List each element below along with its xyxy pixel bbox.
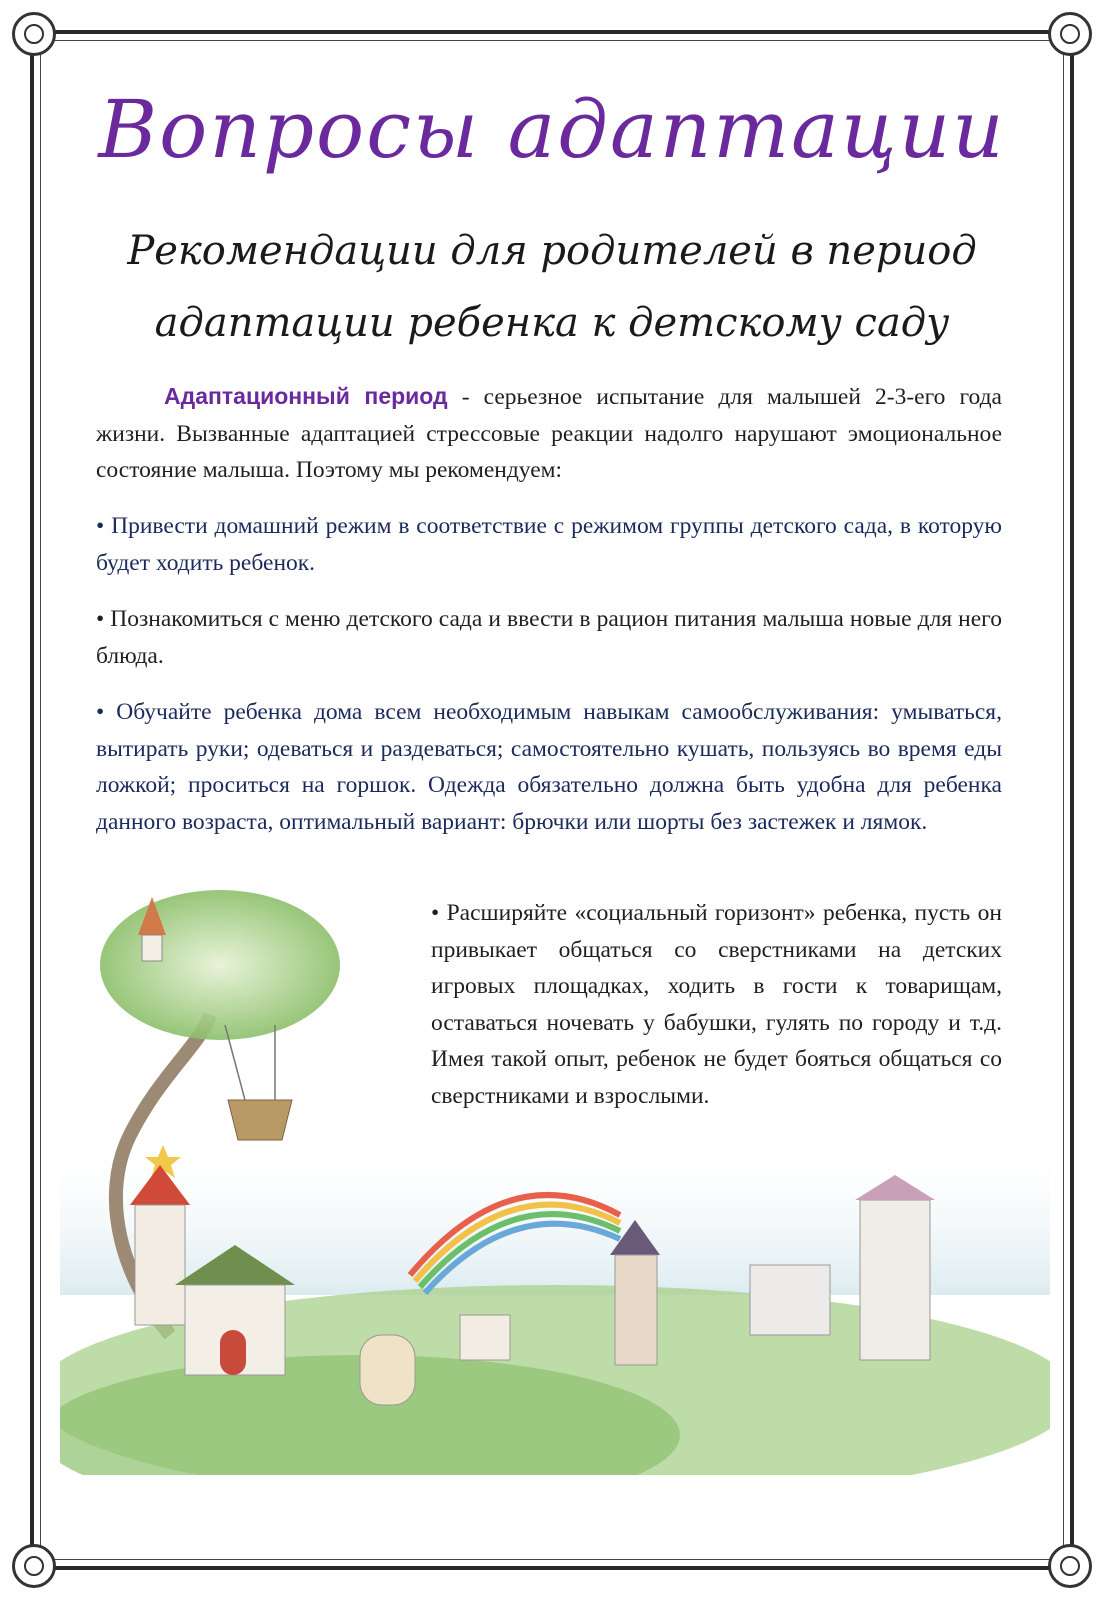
- recommendation-menu: • Познакомиться с меню детского сада и ввести в рацион питания малыша новые для него блюда.: [96, 606, 1002, 669]
- tower-right: [860, 1200, 930, 1360]
- corner-ornament-bottom-left: [12, 1544, 56, 1588]
- intro-text: - серьезное испытание для малышей 2-3-его года жизни. Вызванные адаптацией стрессовые реакции надолго нарушают эмоциональное состояние малыша. Поэтому мы рекомендуем:: [96, 384, 1002, 483]
- intro-lead-term: Адаптационный период: [164, 383, 448, 409]
- page-title: Вопросы адаптации: [98, 83, 1006, 176]
- corner-ornament-bottom-right: [1048, 1544, 1092, 1588]
- tree-crown: [100, 890, 340, 1040]
- subtitle-line-2: адаптации ребенка к детскому саду: [154, 300, 950, 346]
- hanging-basket: [228, 1100, 292, 1140]
- tower-center: [615, 1255, 657, 1365]
- house-door: [220, 1330, 246, 1375]
- corner-ornament-top-left: [12, 12, 56, 56]
- recommendation-social-horizon: • Расширяйте «социальный горизонт» ребенка, пусть он привыкает общаться со сверстниками на детских игровых площадках, ходить в гости к товарищам, оставаться ночевать у бабушки, гулять по городу и т.д. Имея такой опыт, ребенок не будет бояться общаться со сверстниками и взрослыми.: [431, 900, 1002, 1109]
- fairy-town-illustration: [60, 875, 1050, 1475]
- tower-left: [135, 1205, 185, 1325]
- round-house: [360, 1335, 415, 1405]
- small-house-center: [460, 1315, 510, 1360]
- intro-paragraph: [96, 378, 1002, 489]
- building-right: [750, 1265, 830, 1335]
- tree-tower: [142, 935, 162, 961]
- subtitle-line-1: Рекомендации для родителей в период: [127, 228, 977, 274]
- recommendation-self-care: • Обучайте ребенка дома всем необходимым навыкам самообслуживания: умываться, вытирать руки; одеваться и раздеваться; самостоятельно кушать, пользуясь во время еды ложкой; проситься на горшок. Одежда обязательно должна быть удобна для ребенка данного возраста, оптимальный вариант: брючки или шорты без застежек и лямок.: [96, 699, 1002, 835]
- recommendation-daily-routine: • Привести домашний режим в соответствие с режимом группы детского сада, в которую будет ходить ребенок.: [96, 513, 1002, 576]
- corner-ornament-top-right: [1048, 12, 1092, 56]
- page-subtitle: [96, 215, 1008, 359]
